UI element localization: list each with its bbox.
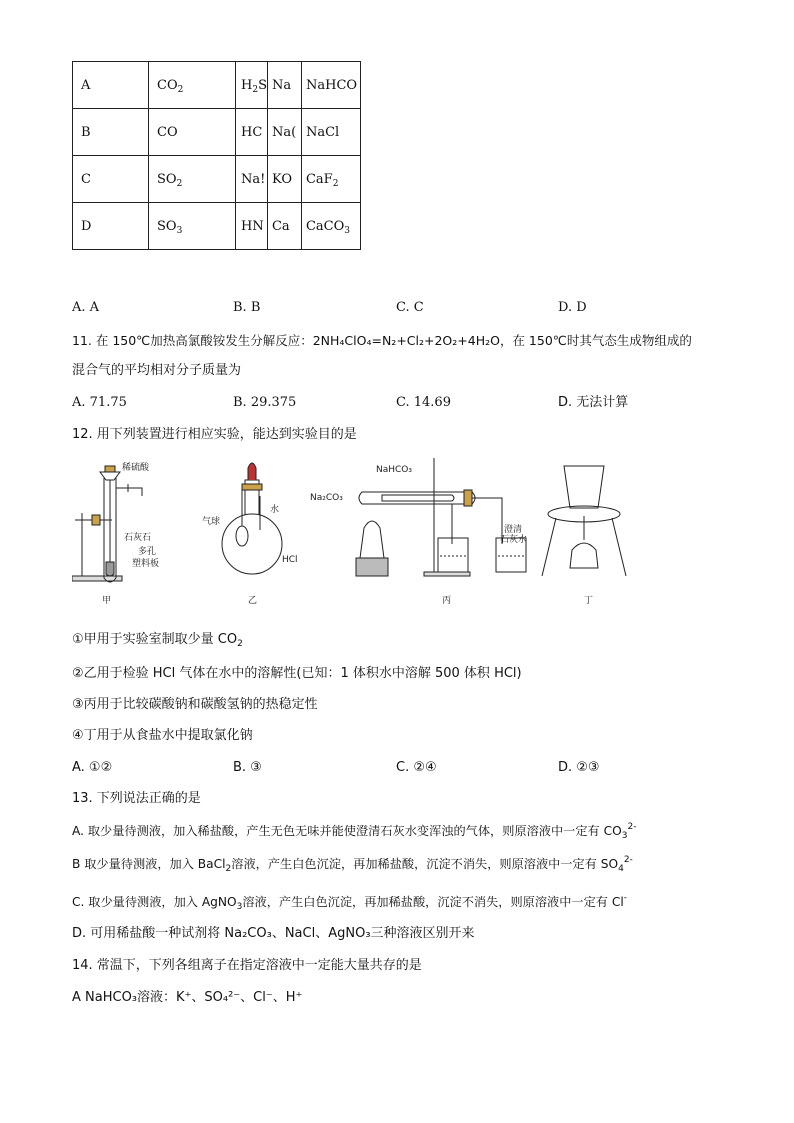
q14-stem: 14. 常温下，下列各组离子在指定溶液中一定能大量共存的是 [72,958,422,973]
cell: $CO_2$ [149,62,236,109]
apparatus-figure [72,458,642,610]
cell: NaHCO [301,62,360,109]
q12-stem: 12. 用下列装置进行相应实验，能达到实验目的是 [72,427,357,442]
q11-stem-line1: 11. 在 150℃加热高氯酸铵发生分解反应：2NH₄ClO₄=N₂+Cl₂+2O₂+4H₂O，在 150℃时其气态生成物组成的 [72,333,692,348]
label-suliaoban: 塑料板 [132,559,160,569]
cell: $H_2S$ [236,62,268,109]
apparatus-yi [222,463,282,574]
q13-stem: 13. 下列说法正确的是 [72,791,201,806]
q14-option-a: A NaHCO₃溶液：K⁺、SO₄²⁻、Cl⁻、H⁺ [72,990,303,1005]
cell: CaF$_2$ [301,156,360,203]
row-label: B [73,109,149,156]
cell: Na! [236,156,268,203]
label-na2co3: Na₂CO₃ [310,493,343,503]
cell: HN [236,203,268,250]
q10-option-a: A. A [72,300,100,315]
cell: Ca [267,203,301,250]
cell: CaCO$_3$ [301,203,360,250]
caption-jia: 甲 [102,596,112,606]
q10-option-c: C. C [396,300,424,315]
label-shihuishui: 石灰水 [500,535,528,545]
q12-option-a: A. ①② [72,760,113,775]
table-row [73,109,361,156]
q10-option-b: B. B [233,300,261,315]
label-qiqiu: 气球 [202,517,221,527]
q11-option-a: A. 71.75 [72,395,127,410]
caption-ding: 丁 [584,596,594,606]
label-xiliusuan: 稀硫酸 [122,463,150,473]
cell: Na [267,62,301,109]
apparatus-bing [356,458,526,576]
cell: NaCl [301,109,360,156]
table-row [73,62,361,109]
table-row [73,203,361,250]
apparatus-ding [542,466,626,576]
cell: $SO_3$ [149,203,236,250]
q13-option-c: C. 取少量待测液，加入 AgNO$_3$溶液，产生白色沉淀，再加稀盐酸，沉淀不消失，则原溶液中一定有 Cl- [72,893,627,912]
label-chengqing: 澄清 [504,525,523,535]
options-table [72,61,361,250]
row-label: C [73,156,149,203]
q12-statement-1: ①甲用于实验室制取少量 $CO_2$ [72,632,243,649]
cell: $SO_2$ [149,156,236,203]
label-hcl: HCl [282,555,298,565]
q12-option-d: D. ②③ [558,760,600,775]
cell: CO [149,109,236,156]
q11-stem-line2: 混合气的平均相对分子质量为 [72,363,242,378]
q12-statement-2: ②乙用于检验 HCl 气体在水中的溶解性(已知：1 体积水中溶解 500 体积 HCl) [72,666,522,681]
q13-option-d: D. 可用稀盐酸一种试剂将 Na₂CO₃、NaCl、AgNO₃三种溶液区别开来 [72,926,475,941]
cell: Na( [267,109,301,156]
q13-option-b: B 取少量待测液，加入 BaCl$_2$溶液，产生白色沉淀，再加稀盐酸，沉淀不消失，则原溶液中一定有 $SO_4^{2-}$ [72,855,633,874]
label-nahco3: NaHCO₃ [376,465,412,475]
label-duokong: 多孔 [138,547,157,557]
q11-option-c: C. 14.69 [396,395,451,410]
q12-statement-3: ③丙用于比较碳酸钠和碳酸氢钠的热稳定性 [72,697,318,712]
label-shihuishi: 石灰石 [124,533,152,543]
label-shui: 水 [270,505,280,515]
q11-option-b: B. 29.375 [233,395,297,410]
q12-option-b: B. ③ [233,760,262,775]
cell: KO [267,156,301,203]
table-row [73,156,361,203]
q11-option-d: D. 无法计算 [558,395,629,410]
caption-yi: 乙 [248,596,258,606]
cell: HC [236,109,268,156]
caption-bing: 丙 [442,596,452,606]
q12-statement-4: ④丁用于从食盐水中提取氯化钠 [72,728,253,743]
q13-option-a: A. 取少量待测液，加入稀盐酸，产生无色无味并能使澄清石灰水变浑浊的气体，则原溶液中一定有 $CO_3^{2-}$ [72,822,637,841]
row-label: D [73,203,149,250]
q12-option-c: C. ②④ [396,760,437,775]
q10-option-d: D. D [558,300,587,315]
row-label: A [73,62,149,109]
